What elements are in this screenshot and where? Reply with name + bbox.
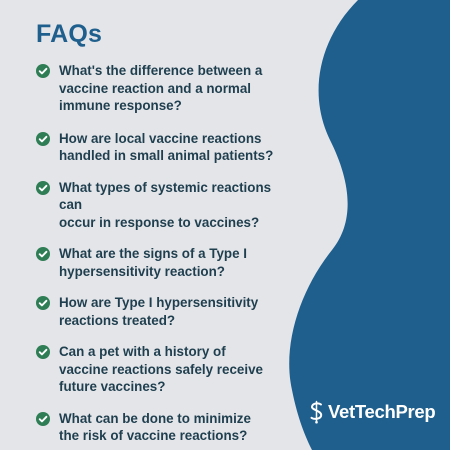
faq-question-line: reactions treated?: [59, 312, 176, 328]
faq-question: [59, 410, 251, 445]
faq-question-line: immune response?: [59, 98, 182, 113]
faq-question-line: What can be done to minimize: [59, 410, 251, 426]
faq-question-line: occur in response to vaccines?: [59, 214, 260, 230]
faq-question-line: What types of systemic reactions can: [59, 179, 272, 212]
faq-question-line: hypersensitivity reaction?: [59, 263, 225, 279]
faq-question: [59, 245, 247, 280]
faq-item: [36, 245, 296, 280]
faq-list: [36, 62, 296, 445]
faq-question-line: How are Type I hypersensitivity: [59, 295, 259, 310]
faq-question-line: What's the difference between a: [59, 63, 263, 78]
faq-question-line: Can a pet with a history of: [59, 344, 226, 359]
faq-question-line: What are the signs of a Type I: [59, 246, 247, 261]
faq-question-line: the risk of vaccine reactions?: [59, 428, 248, 443]
faq-item: [36, 179, 296, 232]
faq-question: [59, 130, 273, 165]
faq-question: [59, 294, 258, 329]
brand-logo: [308, 400, 435, 424]
faq-question: [59, 62, 262, 115]
brand-name: VetTechPrep: [328, 401, 436, 422]
check-circle-icon: [36, 345, 50, 359]
faq-question-line: vaccine reaction and a normal: [59, 80, 252, 96]
vettechprep-logo-icon: [308, 400, 325, 424]
faq-item: [36, 130, 296, 165]
faq-question-line: vaccine reactions safely receive: [59, 361, 263, 377]
faq-item: [36, 294, 296, 329]
check-circle-icon: [36, 296, 50, 310]
faq-question-line: handled in small animal patients?: [59, 148, 274, 163]
check-circle-icon: [36, 64, 50, 78]
check-circle-icon: [36, 132, 50, 146]
faq-item: [36, 343, 296, 396]
faq-question: [59, 343, 263, 396]
faq-item: [36, 410, 296, 445]
faq-item: [36, 62, 296, 115]
faq-question-line: future vaccines?: [59, 379, 166, 394]
check-circle-icon: [36, 412, 50, 426]
faq-question: [59, 179, 296, 232]
page-title: FAQs: [36, 20, 103, 48]
faq-question-line: How are local vaccine reactions: [59, 130, 262, 146]
check-circle-icon: [36, 247, 50, 261]
check-circle-icon: [36, 181, 50, 195]
